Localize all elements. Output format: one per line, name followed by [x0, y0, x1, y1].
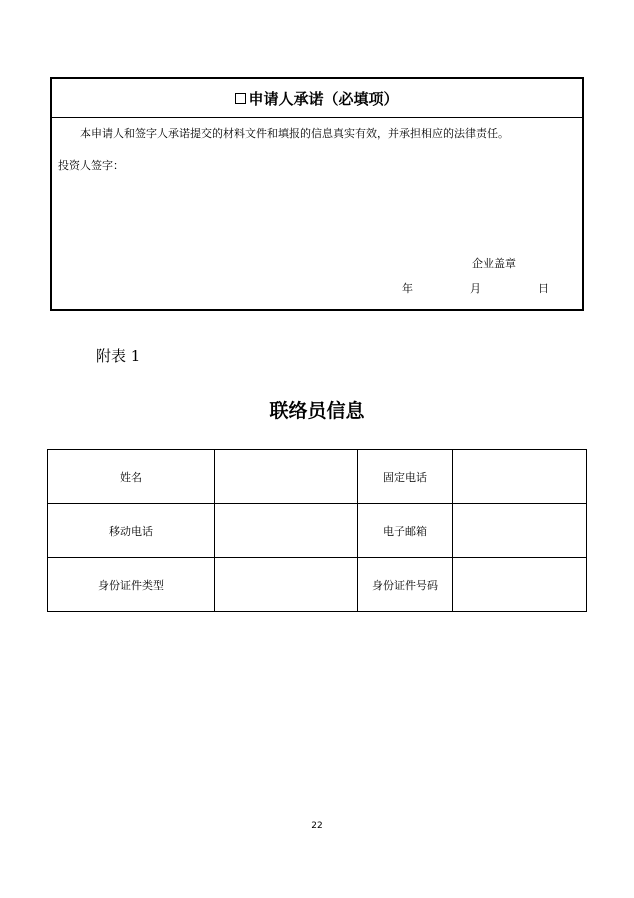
email-label: 电子邮箱 — [358, 504, 453, 558]
table-row — [48, 450, 587, 504]
contact-info-title: 联络员信息 — [269, 400, 365, 422]
landline-field[interactable] — [453, 450, 587, 504]
landline-label: 固定电话 — [358, 450, 453, 504]
page-number: 22 — [311, 821, 323, 831]
id-number-label: 身份证件号码 — [358, 558, 453, 612]
commitment-header — [52, 79, 582, 118]
appendix-label: 附表 1 — [96, 347, 141, 365]
investor-signature-label: 投资人签字： — [58, 159, 124, 172]
id-number-field[interactable] — [453, 558, 587, 612]
contact-info-table — [47, 449, 587, 612]
id-type-field[interactable] — [215, 558, 358, 612]
date-day-label: 日 — [538, 282, 549, 295]
mobile-field[interactable] — [215, 504, 358, 558]
commitment-checkbox[interactable] — [235, 93, 246, 104]
mobile-label: 移动电话 — [48, 504, 215, 558]
commitment-title: 申请人承诺（必填项） — [248, 89, 399, 108]
name-label: 姓名 — [48, 450, 215, 504]
id-type-label: 身份证件类型 — [48, 558, 215, 612]
name-field[interactable] — [215, 450, 358, 504]
date-year-label: 年 — [402, 282, 413, 295]
email-field[interactable] — [453, 504, 587, 558]
applicant-commitment-box — [50, 77, 584, 311]
commitment-statement: 本申请人和签字人承诺提交的材料文件和填报的信息真实有效，并承担相应的法律责任。 — [80, 127, 509, 140]
date-month-label: 月 — [470, 282, 481, 295]
table-row — [48, 504, 587, 558]
company-seal-label: 企业盖章 — [472, 257, 516, 270]
table-row — [48, 558, 587, 612]
